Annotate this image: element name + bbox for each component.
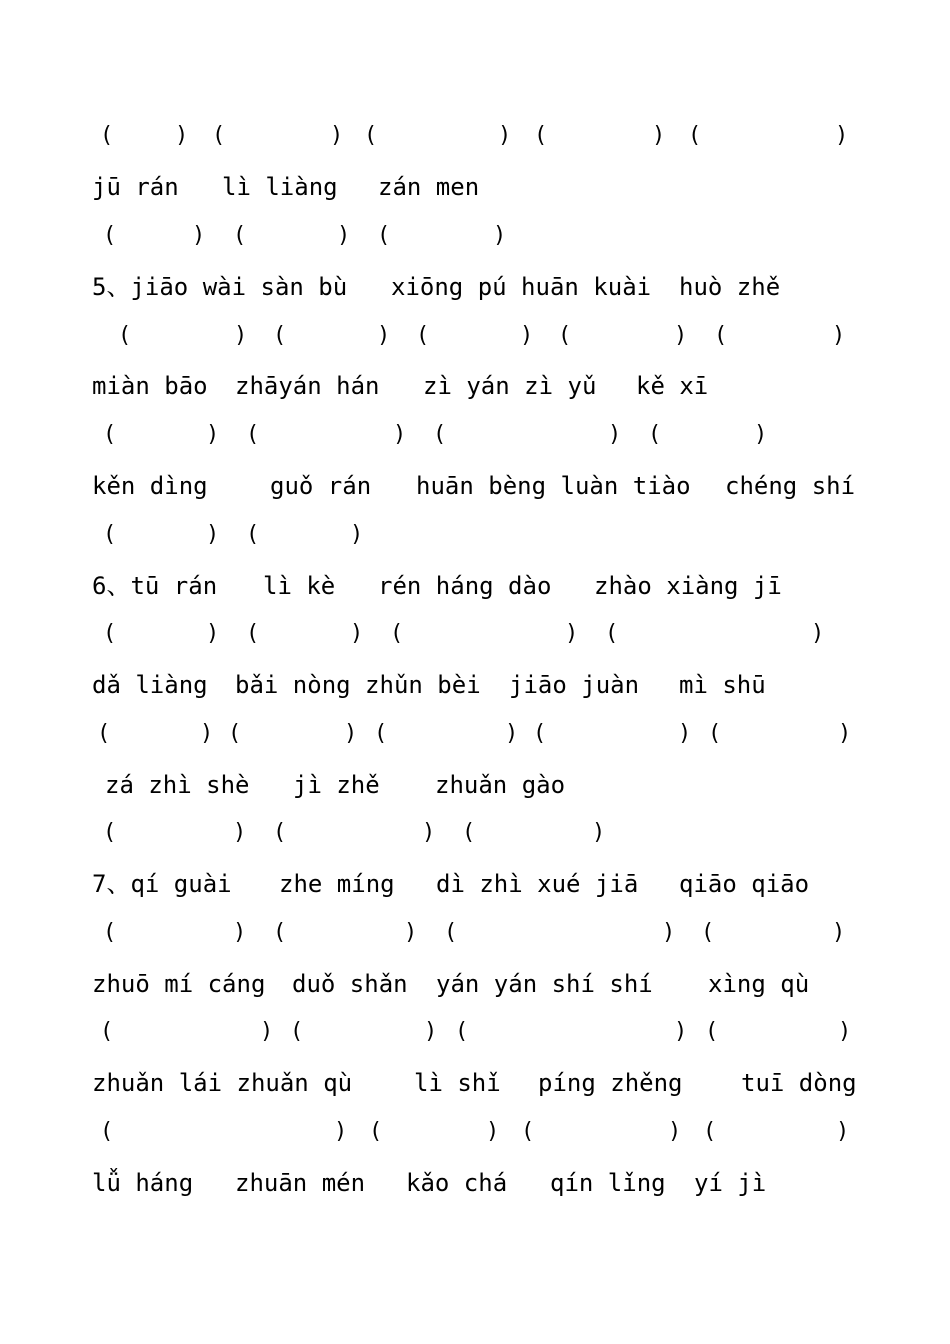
pinyin-word: píng zhěng: [538, 1069, 683, 1097]
close-bracket: ): [344, 721, 358, 746]
answer-blanks-row: [0, 714, 950, 754]
close-bracket: ): [836, 1119, 850, 1144]
pinyin-word: lì kè: [263, 572, 336, 600]
close-bracket: ): [350, 522, 364, 547]
pinyin-word: qín lǐng: [550, 1169, 666, 1197]
close-bracket: ): [832, 920, 846, 945]
open-bracket: (: [100, 123, 114, 148]
pinyin-row: [0, 566, 950, 606]
open-bracket: (: [533, 721, 547, 746]
pinyin-row: [0, 964, 950, 1004]
close-bracket: ): [662, 920, 676, 945]
open-bracket: (: [212, 123, 226, 148]
answer-blanks-row: [0, 614, 950, 654]
close-bracket: ): [260, 1019, 274, 1044]
pinyin-word: dì zhì xué jiā: [436, 870, 639, 898]
pinyin-word: chéng shí: [725, 472, 856, 500]
answer-blanks-row: [0, 1012, 950, 1052]
pinyin-word: dǎ liàng: [92, 671, 208, 699]
pinyin-word: kě xī: [636, 372, 709, 400]
pinyin-row: [0, 864, 950, 904]
close-bracket: ): [404, 920, 418, 945]
open-bracket: (: [688, 123, 702, 148]
pinyin-word: mì shū: [679, 671, 766, 699]
pinyin-row: [0, 1163, 950, 1203]
answer-blanks-row: [0, 116, 950, 156]
answer-blanks-row: [0, 913, 950, 953]
pinyin-word: zá zhì shè: [105, 771, 250, 799]
open-bracket: (: [118, 323, 132, 348]
open-bracket: (: [703, 1119, 717, 1144]
open-bracket: (: [273, 920, 287, 945]
close-bracket: ): [754, 422, 768, 447]
answer-blanks-row: [0, 813, 950, 853]
pinyin-word: kǎo chá: [406, 1169, 508, 1197]
open-bracket: (: [103, 920, 117, 945]
close-bracket: ): [678, 721, 692, 746]
pinyin-word: lǚ háng: [92, 1169, 194, 1197]
close-bracket: ): [505, 721, 519, 746]
close-bracket: ): [422, 820, 436, 845]
close-bracket: ): [192, 223, 206, 248]
open-bracket: (: [605, 621, 619, 646]
close-bracket: ): [377, 323, 391, 348]
open-bracket: (: [701, 920, 715, 945]
pinyin-row: [0, 466, 950, 506]
pinyin-word: xìng qù: [708, 970, 810, 998]
close-bracket: ): [334, 1119, 348, 1144]
open-bracket: (: [103, 223, 117, 248]
pinyin-word: zhe míng: [279, 870, 395, 898]
pinyin-word: bǎi nòng zhǔn bèi: [235, 671, 481, 699]
open-bracket: (: [444, 920, 458, 945]
open-bracket: (: [100, 1019, 114, 1044]
pinyin-row: [0, 167, 950, 207]
pinyin-word: 7、qí guài: [92, 870, 232, 898]
pinyin-word: zhào xiàng jī: [594, 572, 782, 600]
pinyin-word: zhuō mí cáng: [92, 970, 266, 998]
open-bracket: (: [377, 223, 391, 248]
close-bracket: ): [832, 323, 846, 348]
close-bracket: ): [350, 621, 364, 646]
pinyin-word: jì zhě: [293, 771, 380, 799]
answer-blanks-row: [0, 316, 950, 356]
close-bracket: ): [652, 123, 666, 148]
pinyin-word: miàn bāo: [92, 372, 208, 400]
close-bracket: ): [835, 123, 849, 148]
open-bracket: (: [455, 1019, 469, 1044]
open-bracket: (: [273, 820, 287, 845]
open-bracket: (: [364, 123, 378, 148]
pinyin-word: jiāo juàn: [509, 671, 640, 699]
close-bracket: ): [393, 422, 407, 447]
open-bracket: (: [374, 721, 388, 746]
pinyin-word: zán men: [378, 173, 480, 201]
close-bracket: ): [674, 323, 688, 348]
pinyin-word: duǒ shǎn: [292, 970, 408, 998]
close-bracket: ): [233, 920, 247, 945]
pinyin-word: kěn dìng: [92, 472, 208, 500]
close-bracket: ): [337, 223, 351, 248]
pinyin-word: huān bèng luàn tiào: [416, 472, 691, 500]
close-bracket: ): [674, 1019, 688, 1044]
close-bracket: ): [206, 522, 220, 547]
close-bracket: ): [175, 123, 189, 148]
close-bracket: ): [330, 123, 344, 148]
open-bracket: (: [648, 422, 662, 447]
open-bracket: (: [708, 721, 722, 746]
open-bracket: (: [462, 820, 476, 845]
close-bracket: ): [838, 721, 852, 746]
open-bracket: (: [103, 621, 117, 646]
pinyin-row: [0, 1063, 950, 1103]
close-bracket: ): [206, 422, 220, 447]
close-bracket: ): [200, 721, 214, 746]
close-bracket: ): [565, 621, 579, 646]
close-bracket: ): [811, 621, 825, 646]
pinyin-word: yán yán shí shí: [436, 970, 653, 998]
pinyin-word: 6、tū rán: [92, 572, 218, 600]
pinyin-word: lì liàng: [222, 173, 338, 201]
open-bracket: (: [273, 323, 287, 348]
pinyin-word: 5、jiāo wài sàn bù: [92, 273, 348, 301]
answer-blanks-row: [0, 515, 950, 555]
close-bracket: ): [206, 621, 220, 646]
pinyin-word: qiāo qiāo: [679, 870, 810, 898]
pinyin-word: zhuǎn gào: [435, 771, 566, 799]
pinyin-row: [0, 267, 950, 307]
pinyin-word: xiōng pú huān kuài: [391, 273, 652, 301]
pinyin-row: [0, 366, 950, 406]
open-bracket: (: [416, 323, 430, 348]
close-bracket: ): [233, 820, 247, 845]
close-bracket: ): [234, 323, 248, 348]
pinyin-word: guǒ rán: [270, 472, 372, 500]
pinyin-word: zhuān mén: [235, 1169, 366, 1197]
open-bracket: (: [103, 522, 117, 547]
open-bracket: (: [290, 1019, 304, 1044]
close-bracket: ): [424, 1019, 438, 1044]
pinyin-word: huò zhě: [679, 273, 781, 301]
open-bracket: (: [103, 820, 117, 845]
open-bracket: (: [390, 621, 404, 646]
open-bracket: (: [97, 721, 111, 746]
pinyin-word: jū rán: [92, 173, 179, 201]
answer-blanks-row: [0, 216, 950, 256]
pinyin-word: zhāyán hán: [235, 372, 380, 400]
answer-blanks-row: [0, 1112, 950, 1152]
open-bracket: (: [100, 1119, 114, 1144]
open-bracket: (: [233, 223, 247, 248]
open-bracket: (: [534, 123, 548, 148]
open-bracket: (: [714, 323, 728, 348]
open-bracket: (: [558, 323, 572, 348]
close-bracket: ): [493, 223, 507, 248]
open-bracket: (: [246, 522, 260, 547]
open-bracket: (: [705, 1019, 719, 1044]
close-bracket: ): [608, 422, 622, 447]
pinyin-row: [0, 665, 950, 705]
pinyin-row: [0, 765, 950, 805]
open-bracket: (: [228, 721, 242, 746]
pinyin-word: zhuǎn lái zhuǎn qù: [92, 1069, 353, 1097]
close-bracket: ): [838, 1019, 852, 1044]
close-bracket: ): [668, 1119, 682, 1144]
open-bracket: (: [246, 422, 260, 447]
open-bracket: (: [433, 422, 447, 447]
close-bracket: ): [592, 820, 606, 845]
open-bracket: (: [103, 422, 117, 447]
pinyin-word: tuī dòng: [741, 1069, 857, 1097]
pinyin-word: zì yán zì yǔ: [423, 372, 597, 400]
close-bracket: ): [498, 123, 512, 148]
close-bracket: ): [486, 1119, 500, 1144]
open-bracket: (: [521, 1119, 535, 1144]
answer-blanks-row: [0, 415, 950, 455]
pinyin-word: yí jì: [694, 1169, 767, 1197]
open-bracket: (: [369, 1119, 383, 1144]
close-bracket: ): [520, 323, 534, 348]
pinyin-word: lì shǐ: [414, 1069, 501, 1097]
pinyin-word: rén háng dào: [378, 572, 552, 600]
open-bracket: (: [246, 621, 260, 646]
